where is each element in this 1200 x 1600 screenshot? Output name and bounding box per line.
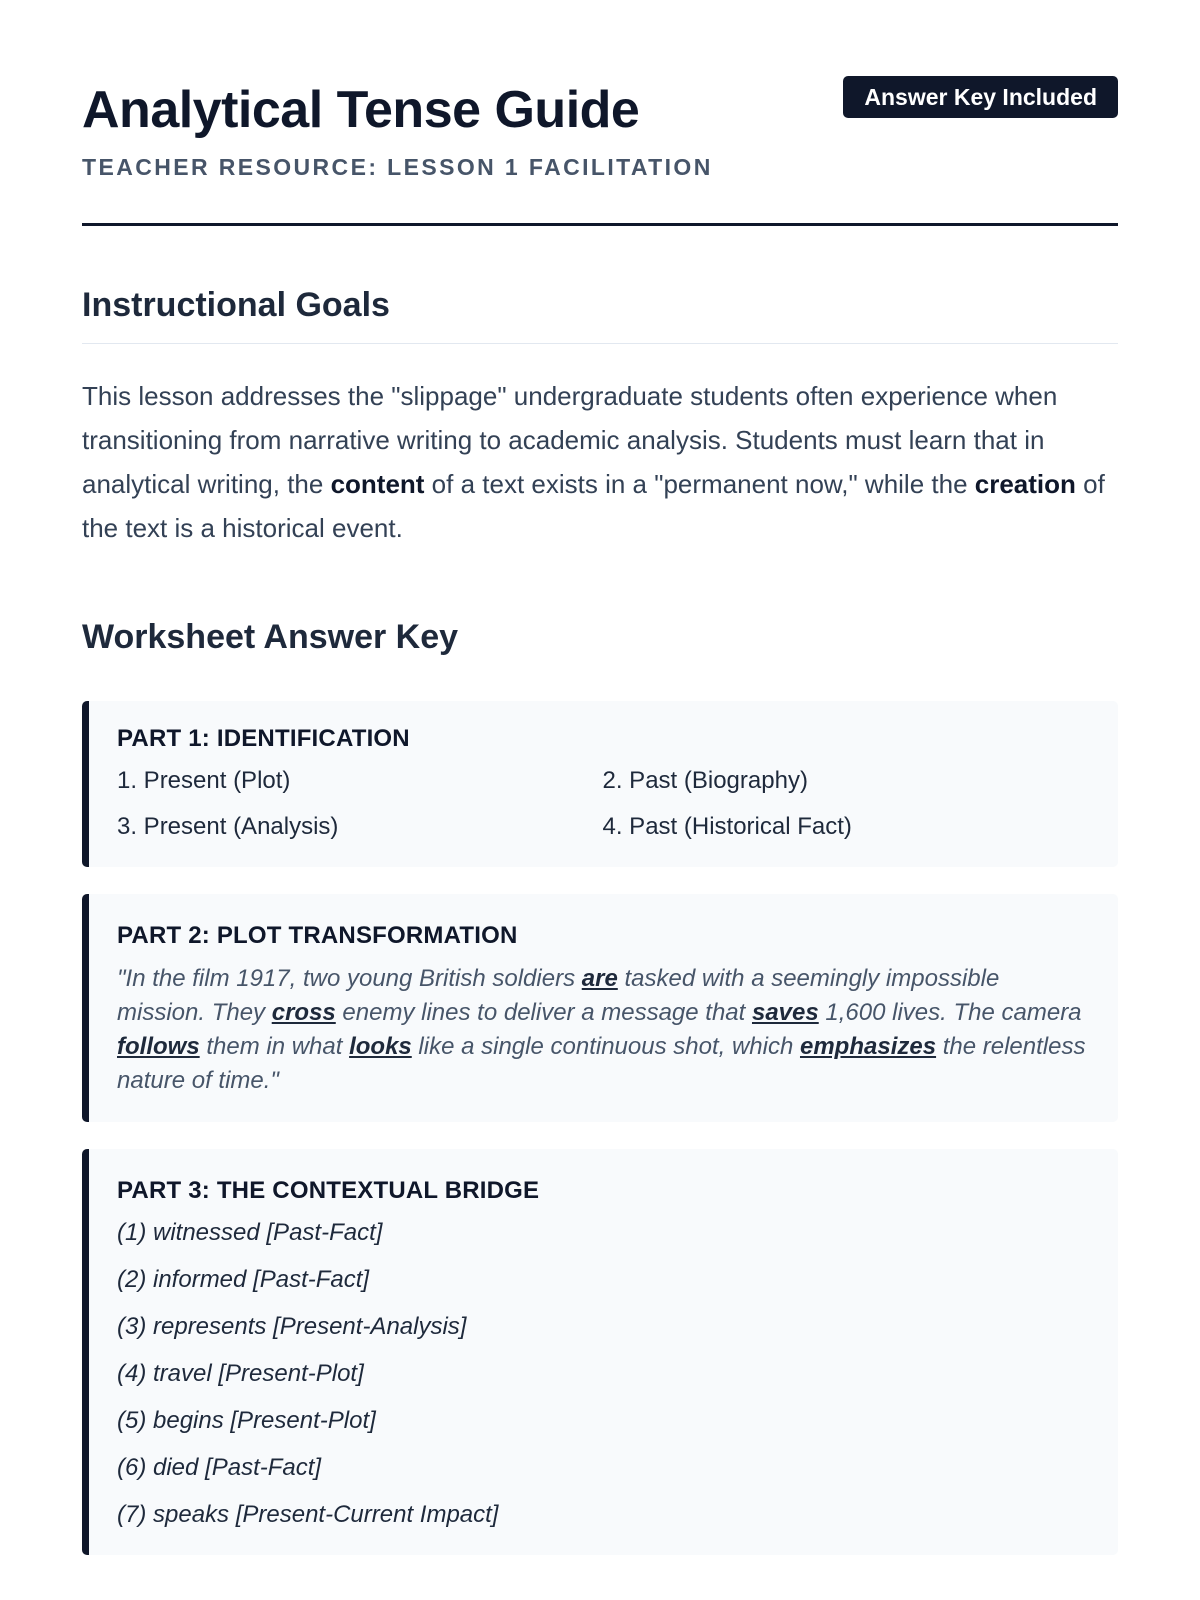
part2-card [82,894,1118,1122]
goals-bold-content: content [330,469,425,499]
quote-segment: tasked with a seemingly impossible mission. They [117,965,1000,1026]
part3-answer: (1) witnessed [Past-Fact] [117,1219,383,1246]
part1-answer: 3. Present (Analysis) [117,813,339,840]
quote-segment: "In the film 1917, two young British soldiers [117,965,582,992]
instructional-goals-text [82,374,1118,550]
quote-segment: 1,600 lives. The camera [818,999,1082,1026]
part1-answers [117,765,1088,843]
quote-segment: like a single continuous shot, which [411,1033,800,1060]
quote-verb-looks: looks [349,1033,412,1060]
answer-key-badge: Answer Key Included [843,76,1118,118]
instructional-goals-heading: Instructional Goals [82,286,1118,344]
goals-text-segment: of the text is a historical event. [82,469,1105,543]
quote-verb-saves: saves [751,999,819,1026]
part2-title: PART 2: PLOT TRANSFORMATION [117,922,518,949]
goals-text-segment: This lesson addresses the "slippage" undergraduate students often experience when transitioning from narrative writing to academic analysis. Students must learn that in analytical writing, the [82,381,1058,499]
part3-card [82,1149,1118,1555]
quote-verb-emphasizes: emphasizes [799,1033,937,1060]
quote-segment: the relentless nature of time." [117,1033,1086,1094]
instructional-goals-section [82,286,1118,550]
part3-answer: (2) informed [Past-Fact] [117,1266,370,1293]
quote-verb-cross: cross [271,999,336,1026]
page-subtitle: TEACHER RESOURCE: LESSON 1 FACILITATION [82,154,713,180]
part3-answer: (7) speaks [Present-Current Impact] [117,1501,499,1528]
part3-answer: (5) begins [Present-Plot] [117,1407,376,1434]
quote-verb-follows: follows [117,1033,200,1060]
quote-segment: enemy lines to deliver a message that [335,999,752,1026]
part1-answer: 2. Past (Biography) [602,767,808,794]
quote-segment: them in what [199,1033,350,1060]
page-title: Analytical Tense Guide [82,81,640,139]
plot-transformation-quote [117,962,1088,1098]
part1-card [82,701,1118,867]
part1-title: PART 1: IDENTIFICATION [117,725,410,752]
part1-answer: 1. Present (Plot) [117,767,291,794]
part3-answer: (6) died [Past-Fact] [117,1454,322,1481]
part3-answer: (4) travel [Present-Plot] [117,1360,364,1387]
part3-title: PART 3: THE CONTEXTUAL BRIDGE [117,1177,540,1204]
answer-key-section [82,618,1118,1555]
part3-answers [117,1217,1088,1531]
document-header [82,0,1118,226]
quote-verb-are: are [581,965,618,992]
part1-answer: 4. Past (Historical Fact) [602,813,852,840]
part3-answer: (3) represents [Present-Analysis] [117,1313,467,1340]
goals-text-segment: of a text exists in a "permanent now," while the [424,469,975,499]
answer-key-heading: Worksheet Answer Key [82,618,459,656]
goals-bold-creation: creation [974,469,1076,499]
